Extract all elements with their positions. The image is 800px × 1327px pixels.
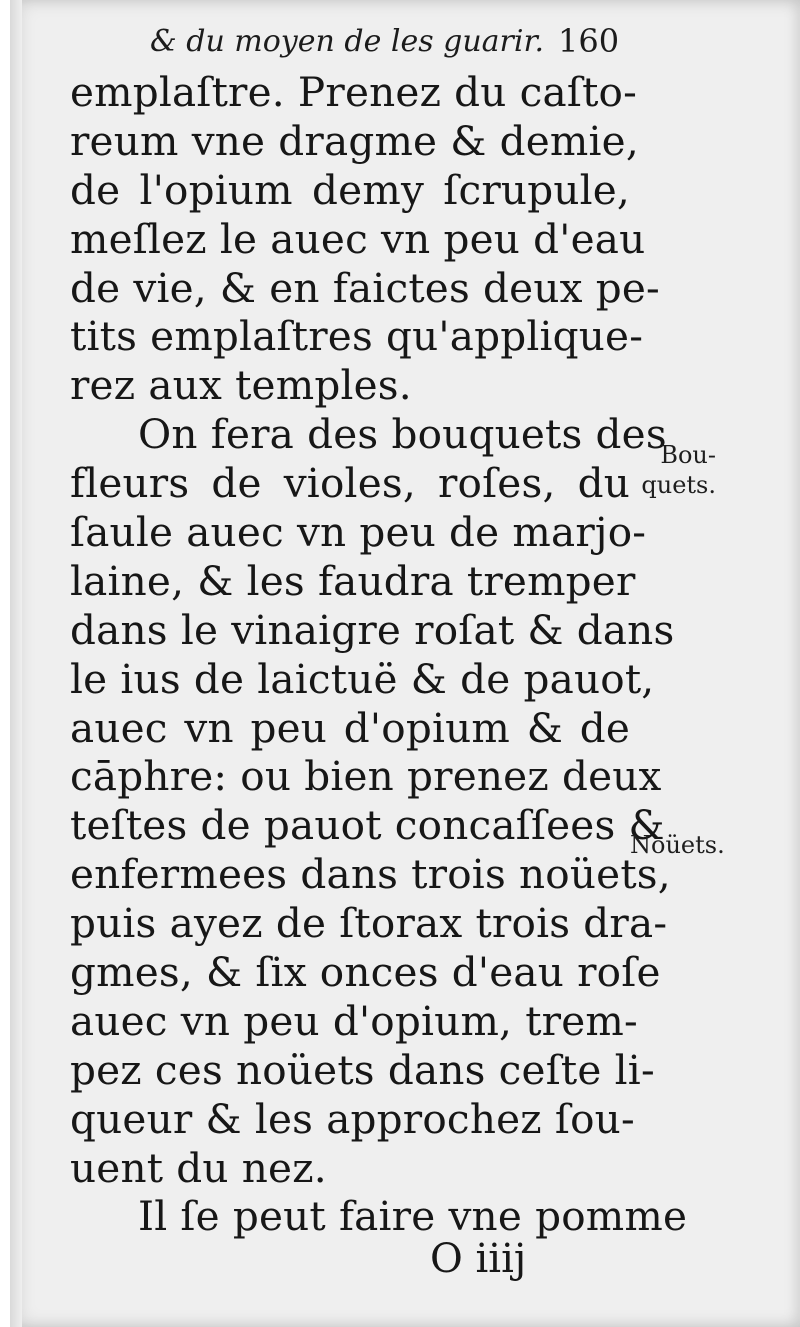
text-line: reum vne dragme & demie, (70, 116, 639, 165)
text-line: puis ayez de ſtorax trois dra- (70, 899, 668, 948)
paragraph (70, 410, 675, 1192)
text-line: laine, & les faudra tremper (70, 556, 636, 605)
text-line: de vie, & en faictes deux pe- (70, 263, 660, 312)
text-line: meſlez le auec vn peu d'eau (70, 214, 646, 263)
text-line: uent du nez. (70, 1143, 327, 1192)
text-line: le ius de laictuë & de pauot, (70, 654, 655, 703)
book-page (10, 0, 800, 1327)
text-line: dans le vinaigre roſat & dans (70, 605, 675, 654)
text-line: teſtes de pauot concaſſees & (70, 801, 665, 850)
text-line: Il ſe peut faire vne pomme (138, 1192, 688, 1241)
text-line: gmes, & ſix onces d'eau roſe (70, 948, 661, 997)
margin-note-nouets (630, 830, 725, 860)
text-line: queur & les approchez ſou- (70, 1094, 635, 1143)
paragraph (70, 68, 660, 410)
text-line: tits emplaſtres qu'applique- (70, 312, 644, 361)
text-line: emplaſtre. Prenez du caſto- (70, 68, 638, 116)
paragraph (70, 1192, 688, 1241)
page-gutter (10, 0, 22, 1327)
text-line: rez aux temples. (70, 361, 412, 410)
text-line: auec vn peu d'opium & de (70, 703, 630, 752)
margin-note-line: quets. (641, 471, 716, 499)
show-through-ink (650, 70, 658, 100)
signature-mark: O iiij (430, 1236, 527, 1282)
page-number: 160 (558, 22, 620, 60)
text-line: de l'opium demy ſcrupule, (70, 165, 630, 214)
margin-note-line: Noüets. (630, 831, 725, 859)
text-line: auec vn peu d'opium, trem- (70, 996, 638, 1045)
running-head (150, 18, 630, 62)
body-text (70, 68, 688, 1241)
margin-note-line: Bou- (660, 441, 716, 469)
text-line: ſaule auec vn peu de marjo- (70, 508, 647, 557)
text-line: pez ces noüets dans ceſte li- (70, 1045, 655, 1094)
text-line: fleurs de violes, roſes, du (70, 459, 630, 508)
text-line: On fera des bouquets des (138, 410, 667, 459)
text-line: enfermees dans trois noüets, (70, 850, 671, 899)
text-line: cāphre: ou bien prenez deux (70, 752, 662, 801)
running-head-title: & du moyen de les guarir. (150, 24, 545, 59)
margin-note-bouquets (620, 440, 716, 500)
